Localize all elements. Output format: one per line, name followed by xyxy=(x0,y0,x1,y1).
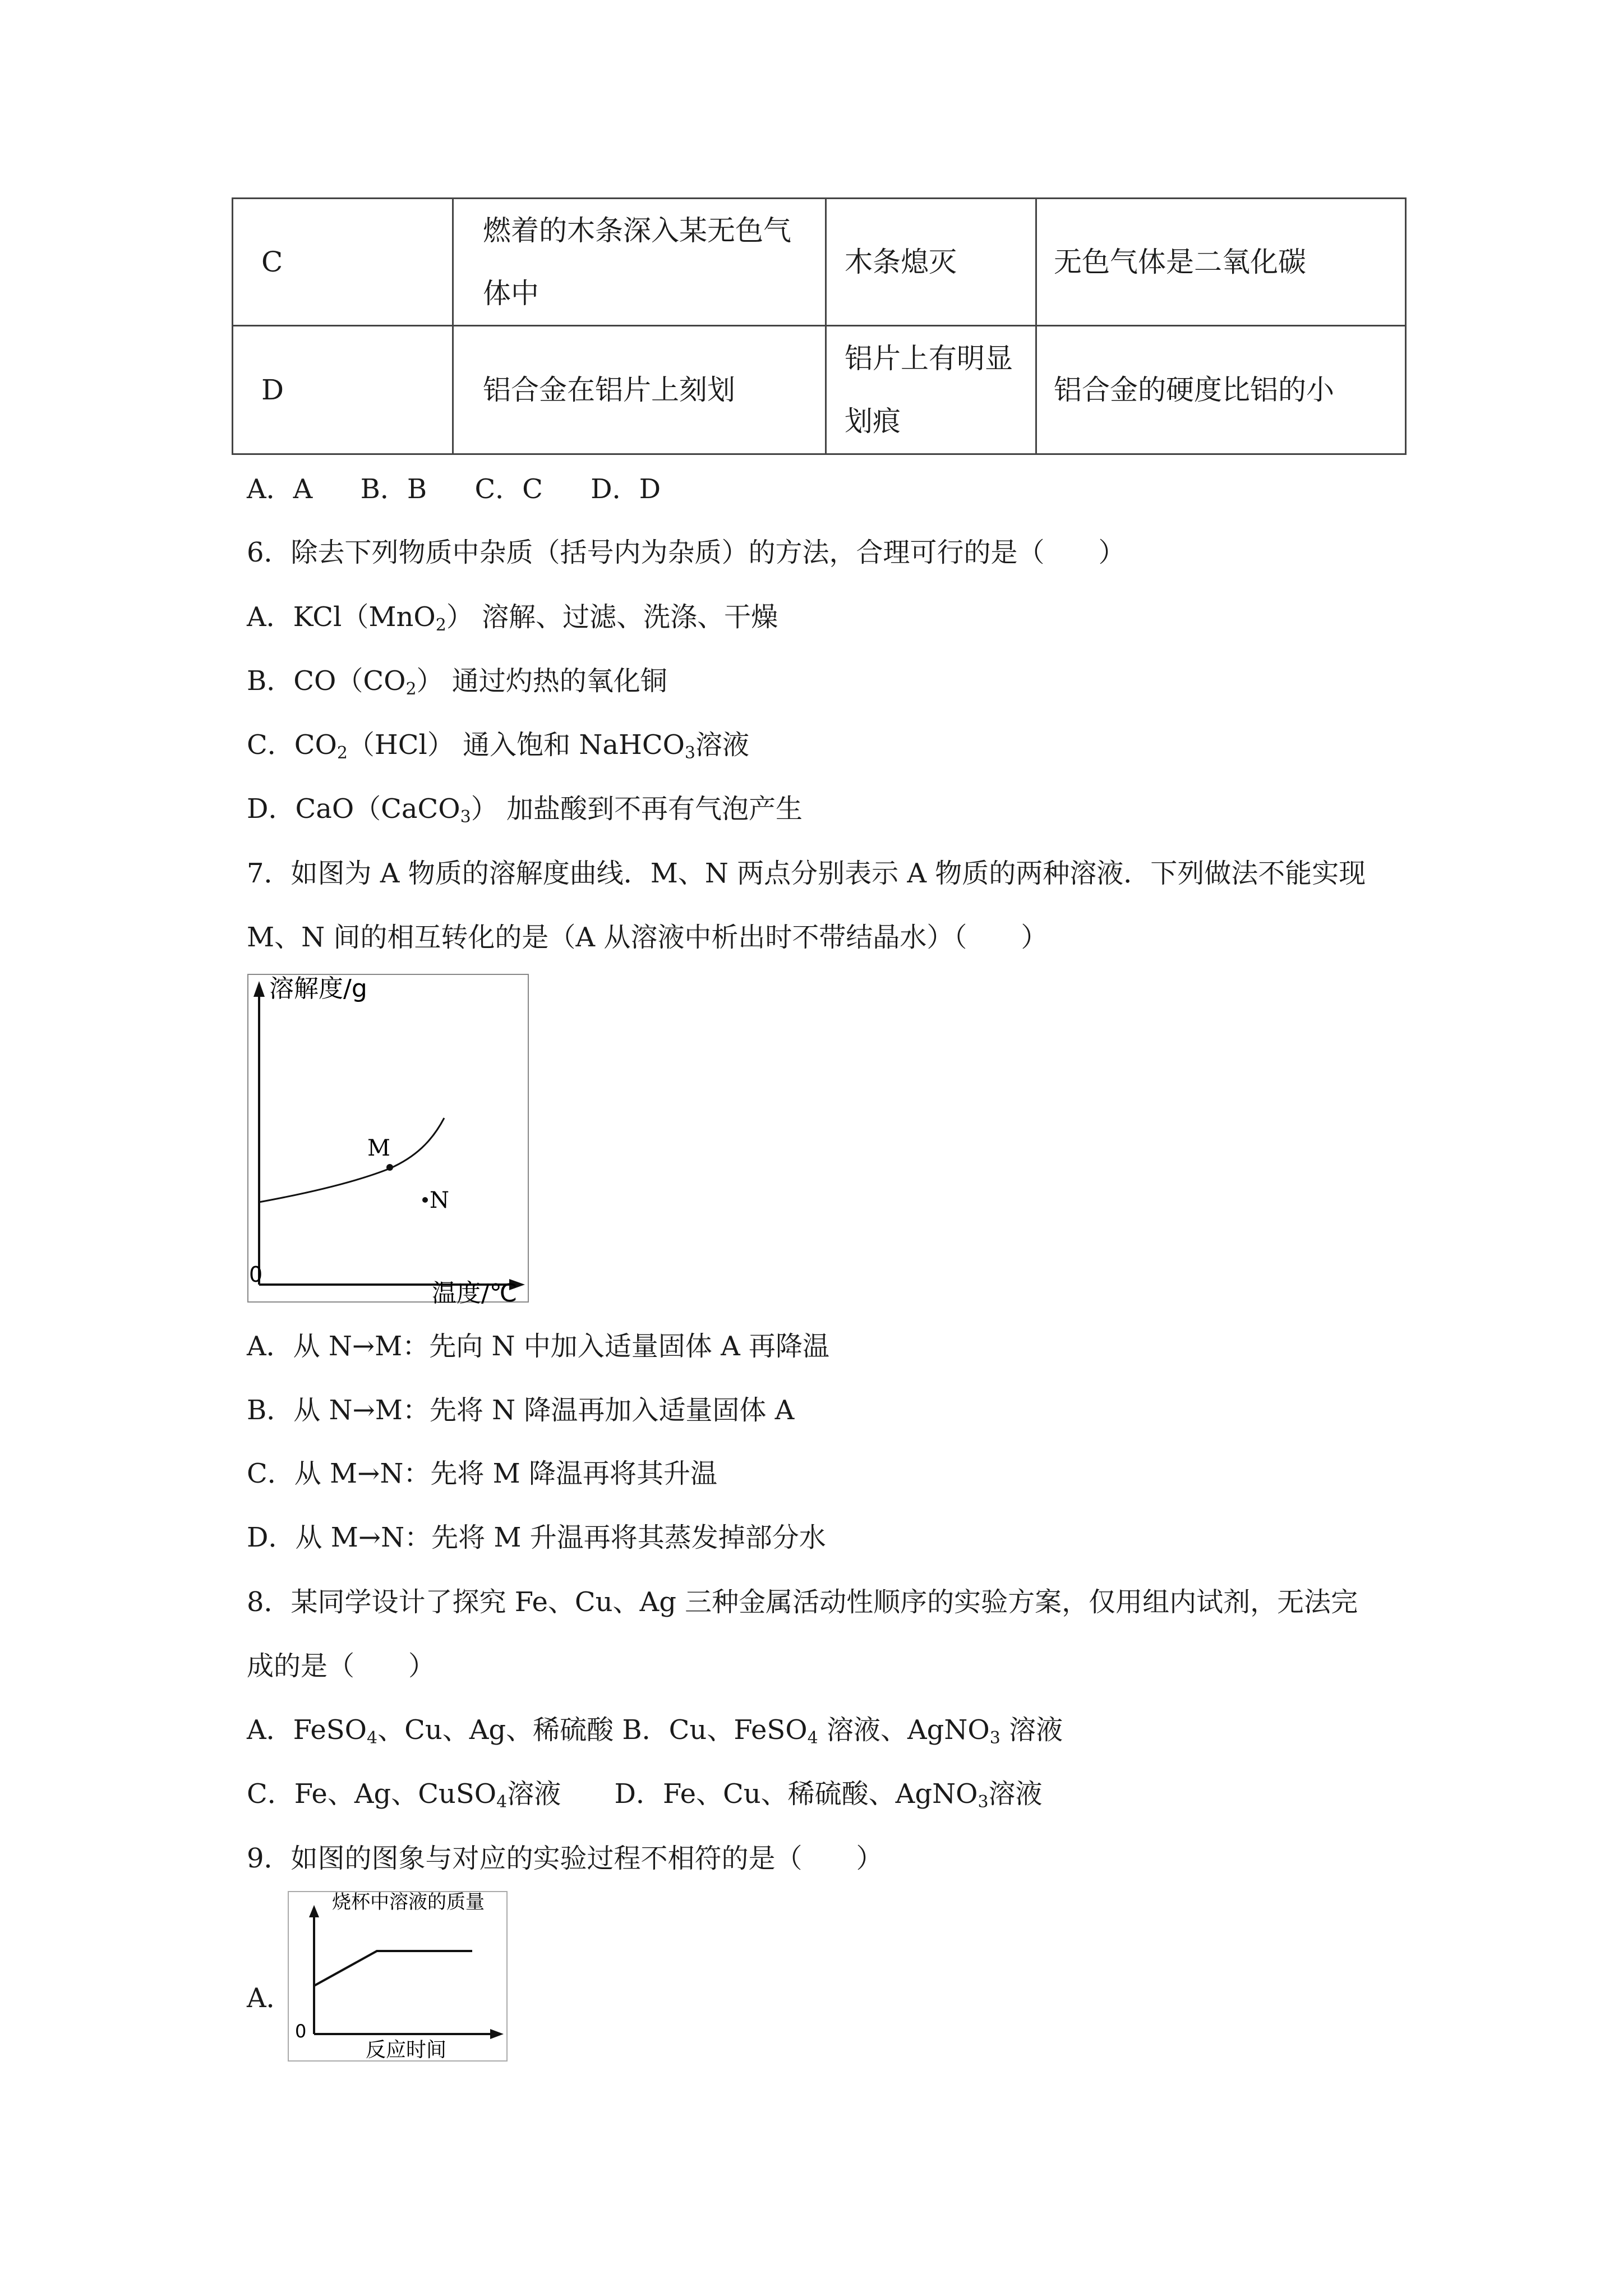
phenomenon-cell: 木条熄灭 xyxy=(826,199,1036,326)
option-b: B．B xyxy=(360,473,427,505)
y-axis-arrow xyxy=(309,1905,319,1917)
y-axis-label: 溶解度/g xyxy=(269,974,367,1003)
q8-options-cd xyxy=(247,1777,1043,1811)
q8-options-ab xyxy=(247,1713,1063,1747)
x-axis-label: 温度/℃ xyxy=(432,1279,518,1304)
experiment-table xyxy=(232,197,1407,455)
y-axis-label: 烧杯中溶液的质量 xyxy=(332,1891,485,1913)
solubility-curve-svg xyxy=(247,973,538,1304)
q8-option-c: C．Fe、Ag、CuSO$_4$溶液 xyxy=(247,1778,561,1812)
option-c: C．C xyxy=(474,473,543,505)
q6-option-d: D．CaO（CaCO$_3$） 加盐酸到不再有气泡产生 xyxy=(247,793,803,827)
q5-options xyxy=(247,472,661,506)
table-row xyxy=(233,326,1406,454)
q7-option-c: C．从 M→N：先将 M 降温再将其升温 xyxy=(247,1458,718,1489)
x-axis-label: 反应时间 xyxy=(366,2039,447,2062)
x-axis-arrow xyxy=(490,2029,504,2039)
conclusion-cell: 铝合金的硬度比铝的小 xyxy=(1036,326,1406,454)
table-row xyxy=(233,199,1406,326)
q7-stem-line2: M、N 间的相互转化的是（A 从溶液中析出时不带结晶水）（ ） xyxy=(247,922,1048,953)
origin-label: 0 xyxy=(249,1262,263,1287)
q6-option-c: C．$CO_2(HCl)$ 通入饱和 NaHCO$_3$溶液 xyxy=(247,729,750,763)
phenomenon-text-line2: 划痕 xyxy=(845,405,901,438)
q7-option-b: B．从 N→M：先将 N 降温再加入适量固体 A xyxy=(247,1395,795,1426)
q9-option-a-label: A． xyxy=(247,1982,293,2014)
phenomenon-cell xyxy=(826,326,1036,454)
q7-option-d: D．从 M→N：先将 M 升温再将其蒸发掉部分水 xyxy=(247,1522,826,1553)
q8-option-d: D．Fe、Cu、稀硫酸、AgNO$_3$溶液 xyxy=(614,1778,1043,1812)
q7-stem-line1: 7．如图为 A 物质的溶解度曲线．M、N 两点分别表示 A 物质的两种溶液．下列做法不能实现 xyxy=(247,858,1366,889)
row-label: C xyxy=(233,199,453,326)
mass-curve xyxy=(314,1951,472,1986)
phenomenon-text-line1: 铝片上有明显 xyxy=(845,342,1013,375)
conclusion-cell: 无色气体是二氧化碳 xyxy=(1036,199,1406,326)
solubility-curve-figure xyxy=(247,973,538,1304)
point-m-dot xyxy=(386,1164,393,1171)
origin-label: 0 xyxy=(295,2021,307,2042)
point-n-dot xyxy=(422,1197,428,1203)
solution-mass-figure xyxy=(287,1890,511,2064)
operation-text-line1: 燃着的木条深入某无色气 xyxy=(483,214,791,247)
point-n-label: N xyxy=(430,1188,449,1213)
y-axis-arrow xyxy=(253,981,265,997)
solubility-curve xyxy=(259,1118,444,1202)
point-m-label: M xyxy=(367,1135,390,1161)
option-d: D．D xyxy=(591,473,661,505)
q8-stem-line2: 成的是（ ） xyxy=(247,1650,436,1682)
q6-option-b: B．$CO(CO_2)$ 通过灼热的氧化铜 xyxy=(247,665,667,699)
figure-border xyxy=(288,1892,507,2061)
q6-stem: 6．除去下列物质中杂质（括号内为杂质）的方法，合理可行的是（ ） xyxy=(247,537,1126,568)
q8-option-a: A．FeSO$_4$、Cu、Ag、稀硫酸 xyxy=(247,1714,614,1748)
operation-text-line2: 体中 xyxy=(483,277,539,310)
operation-cell xyxy=(453,199,826,326)
q9-stem: 9．如图的图象与对应的实验过程不相符的是（ ） xyxy=(247,1843,883,1874)
option-a: A．A xyxy=(247,473,313,505)
q7-option-a: A．从 N→M：先向 N 中加入适量固体 A 再降温 xyxy=(247,1331,829,1362)
q6-option-a: A．KCl（MnO$_2$） 溶解、过滤、洗涤、干燥 xyxy=(247,601,778,635)
row-label: D xyxy=(233,326,453,454)
q8-stem-line1: 8．某同学设计了探究 Fe、Cu、Ag 三种金属活动性顺序的实验方案，仅用组内试剂，无法完 xyxy=(247,1586,1358,1618)
operation-cell: 铝合金在铝片上刻划 xyxy=(453,326,826,454)
solution-mass-svg xyxy=(287,1890,511,2064)
q8-option-b: B．Cu、FeSO$_4$ 溶液、AgNO$_3$ 溶液 xyxy=(622,1714,1063,1748)
